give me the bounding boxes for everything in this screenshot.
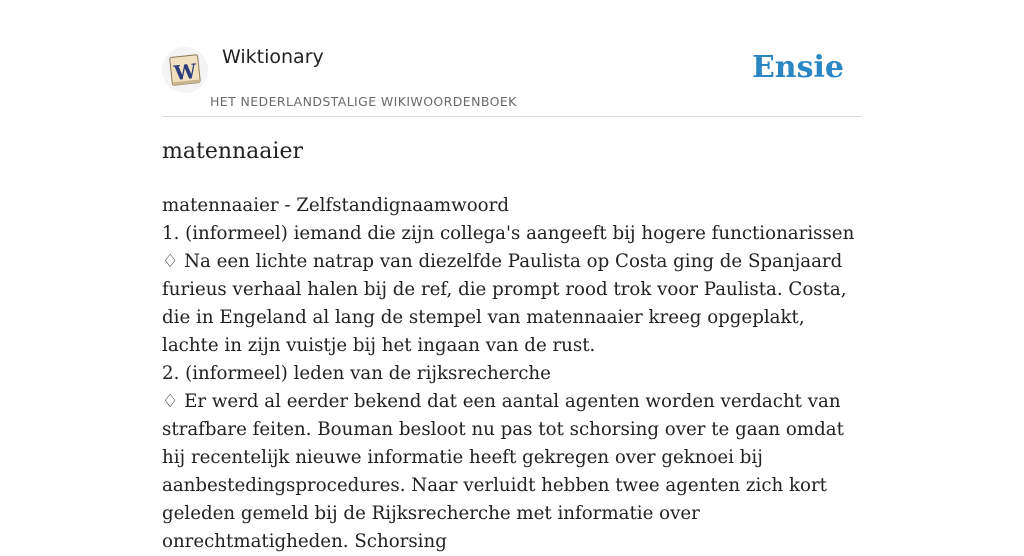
site-name[interactable]: Wiktionary [222, 46, 324, 68]
wiktionary-logo-icon[interactable] [162, 47, 208, 93]
page-title: matennaaier [162, 139, 303, 164]
entry-heading: matennaaier - Zelfstandignaamwoord [162, 195, 509, 216]
svg-text:W: W [172, 58, 198, 86]
ensie-brand-link[interactable]: Ensie [751, 50, 844, 85]
sense-2: 2. (informeel) leden van de rijksrecherche [162, 363, 551, 384]
sense-1: 1. (informeel) iemand die zijn collega's aangeeft bij hogere functionarissen [162, 223, 855, 244]
site-header [162, 42, 862, 117]
example-2: ♢ Er werd al eerder bekend dat een aantal agenten worden verdacht van strafbare feiten. Bouman besloot nu pas tot schorsing over te gaan omdat hij recentelijk nieuwe informatie heeft gekregen over geknoei bij aanbestedingsprocedures. Naar verluidt hebben twee agenten zich kort geleden gemeld bij de Rijksrecherche met informatie over onrechtmatigheden. Schorsing [162, 391, 844, 552]
example-1: ♢ Na een lichte natrap van diezelfde Paulista op Costa ging de Spanjaard furieus verhaal halen bij de ref, die prompt rood trok voor Paulista. Costa, die in Engeland al lang de stempel van matennaaier kreeg opgeplakt, lachte in zijn vuistje bij het ingaan van de rust. [162, 251, 847, 356]
site-tagline: HET NEDERLANDSTALIGE WIKIWOORDENBOEK [210, 94, 517, 109]
definition-body [162, 192, 862, 556]
